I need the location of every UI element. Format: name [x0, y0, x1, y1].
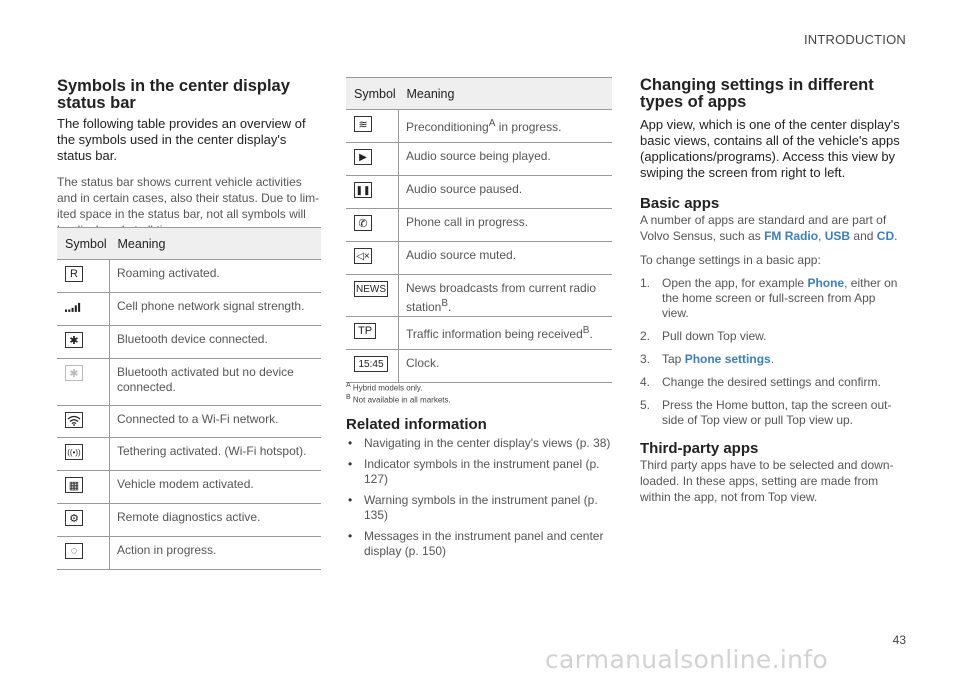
third-party-apps-body: Third party apps have to be selected and down-loaded. In these apps, setting are made from within the app, not from Top view.: [640, 458, 894, 504]
bluetooth-inactive-icon: ✱: [65, 365, 83, 381]
symbol-meaning: Bluetooth device connected.: [110, 326, 322, 359]
roaming-icon: R: [65, 266, 83, 282]
symbol-meaning: Traffic information being received$^B$.: [399, 317, 613, 350]
third-party-apps-title: Third-party apps: [640, 440, 759, 457]
col-symbol-header: Symbol: [346, 78, 399, 110]
mute-icon: ◁×: [354, 248, 372, 264]
basic-apps-body: A number of apps are standard and are part of Volvo Sensus, such as FM Radio, USB and CD.: [640, 213, 898, 243]
play-icon: ▶: [354, 149, 372, 165]
symbol-meaning: Connected to a Wi-Fi network.: [110, 406, 322, 438]
bluetooth-connected-icon: ✱: [65, 332, 83, 348]
col-meaning-header: Meaning: [399, 78, 613, 110]
symbol-meaning: Clock.: [399, 350, 613, 383]
status-bar-body: The status bar shows current vehicle activities and in certain cases, also their status. Due to lim-ited space in the status bar, not all symbols will: [57, 175, 320, 221]
step-item: 1. Open the app, for example Phone, either on the home screen or full-screen from App view.: [640, 276, 898, 320]
running-header: INTRODUCTION: [803, 32, 906, 47]
footnote-a: $^A$ Hybrid models only.: [346, 382, 423, 393]
related-links: [346, 436, 612, 559]
symbol-meaning: Phone call in progress.: [399, 209, 613, 242]
audio-symbol-table: [346, 77, 612, 383]
clock-icon: 15:45: [354, 356, 388, 372]
col-meaning-header: Meaning: [110, 228, 322, 260]
right-column: [640, 77, 905, 505]
symbol-meaning: Action in progress.: [110, 537, 322, 570]
col-symbol-header: Symbol: [57, 228, 110, 260]
symbol-meaning: Roaming activated.: [110, 260, 322, 293]
footnote-b: $^B$ Not available in all markets.: [346, 393, 451, 405]
watermark: carmanualsonline.info: [545, 645, 828, 674]
basic-app-steps: [640, 276, 905, 428]
wifi-icon: [65, 412, 83, 428]
progress-icon: ◌: [65, 543, 83, 559]
section-title-app-settings: Changing settings in different types of apps: [640, 76, 874, 111]
status-symbol-table: [57, 227, 321, 570]
remote-diagnostics-icon: ⚙: [65, 510, 83, 526]
step-item: 2. Pull down Top view.: [640, 329, 767, 343]
symbol-meaning: Audio source being played.: [399, 143, 613, 176]
cd-link: CD: [876, 229, 895, 243]
to-change-intro: To change settings in a basic app:: [640, 253, 821, 267]
symbol-meaning: Audio source paused.: [399, 176, 613, 209]
news-icon: NEWS: [354, 281, 388, 297]
pause-icon: ❚❚: [354, 182, 372, 198]
page-number: 43: [892, 633, 906, 647]
status-bar-intro: The following table provides an overview of the symbols used in the center display's status bar.: [57, 116, 306, 163]
symbol-meaning: Vehicle modem activated.: [110, 471, 322, 504]
modem-icon: ▦: [65, 477, 83, 493]
usb-link: USB: [824, 229, 851, 243]
symbol-meaning: Cell phone network signal strength.: [110, 293, 322, 326]
hotspot-icon: ((•)): [65, 444, 83, 460]
symbol-meaning: Bluetooth activated but no device connected.: [110, 359, 322, 406]
related-link[interactable]: • Messages in the instrument panel and center display (p. 150): [346, 529, 612, 559]
step-item: 5. Press the Home button, tap the screen out-side of Top view or pull Top view up.: [640, 398, 892, 427]
related-link[interactable]: • Warning symbols in the instrument panel (p. 135): [346, 493, 612, 523]
app-view-intro: App view, which is one of the center display's basic views, contains all of the vehicle's apps (applications/programs). Access this view by swiping the screen from right to left.: [640, 117, 900, 180]
related-link[interactable]: • Indicator symbols in the instrument panel (p. 127): [346, 457, 612, 487]
symbol-meaning: Tethering activated. (Wi-Fi hotspot).: [110, 438, 322, 471]
symbol-meaning: Audio source muted.: [399, 242, 613, 275]
symbol-meaning: News broadcasts from current radio station$^B$.: [399, 275, 613, 317]
signal-strength-icon: [65, 299, 83, 315]
step-item: 4. Change the desired settings and confirm.: [640, 375, 881, 389]
section-title-status-bar: Symbols in the center display status bar: [57, 77, 290, 112]
fm-radio-link: FM Radio: [764, 229, 819, 243]
symbol-meaning: Preconditioning$^A$ in progress.: [399, 110, 613, 143]
symbol-meaning: Remote diagnostics active.: [110, 504, 322, 537]
middle-lower: [346, 381, 612, 565]
traffic-info-icon: TP: [354, 323, 376, 339]
related-information-title: Related information: [346, 416, 487, 434]
basic-apps-title: Basic apps: [640, 195, 720, 212]
preconditioning-icon: ≋: [354, 116, 372, 132]
step-item: 3. Tap Phone settings.: [640, 352, 775, 366]
related-link[interactable]: • Navigating in the center display's views (p. 38): [346, 436, 612, 451]
left-column: [57, 78, 322, 238]
phone-icon: ✆: [354, 215, 372, 231]
